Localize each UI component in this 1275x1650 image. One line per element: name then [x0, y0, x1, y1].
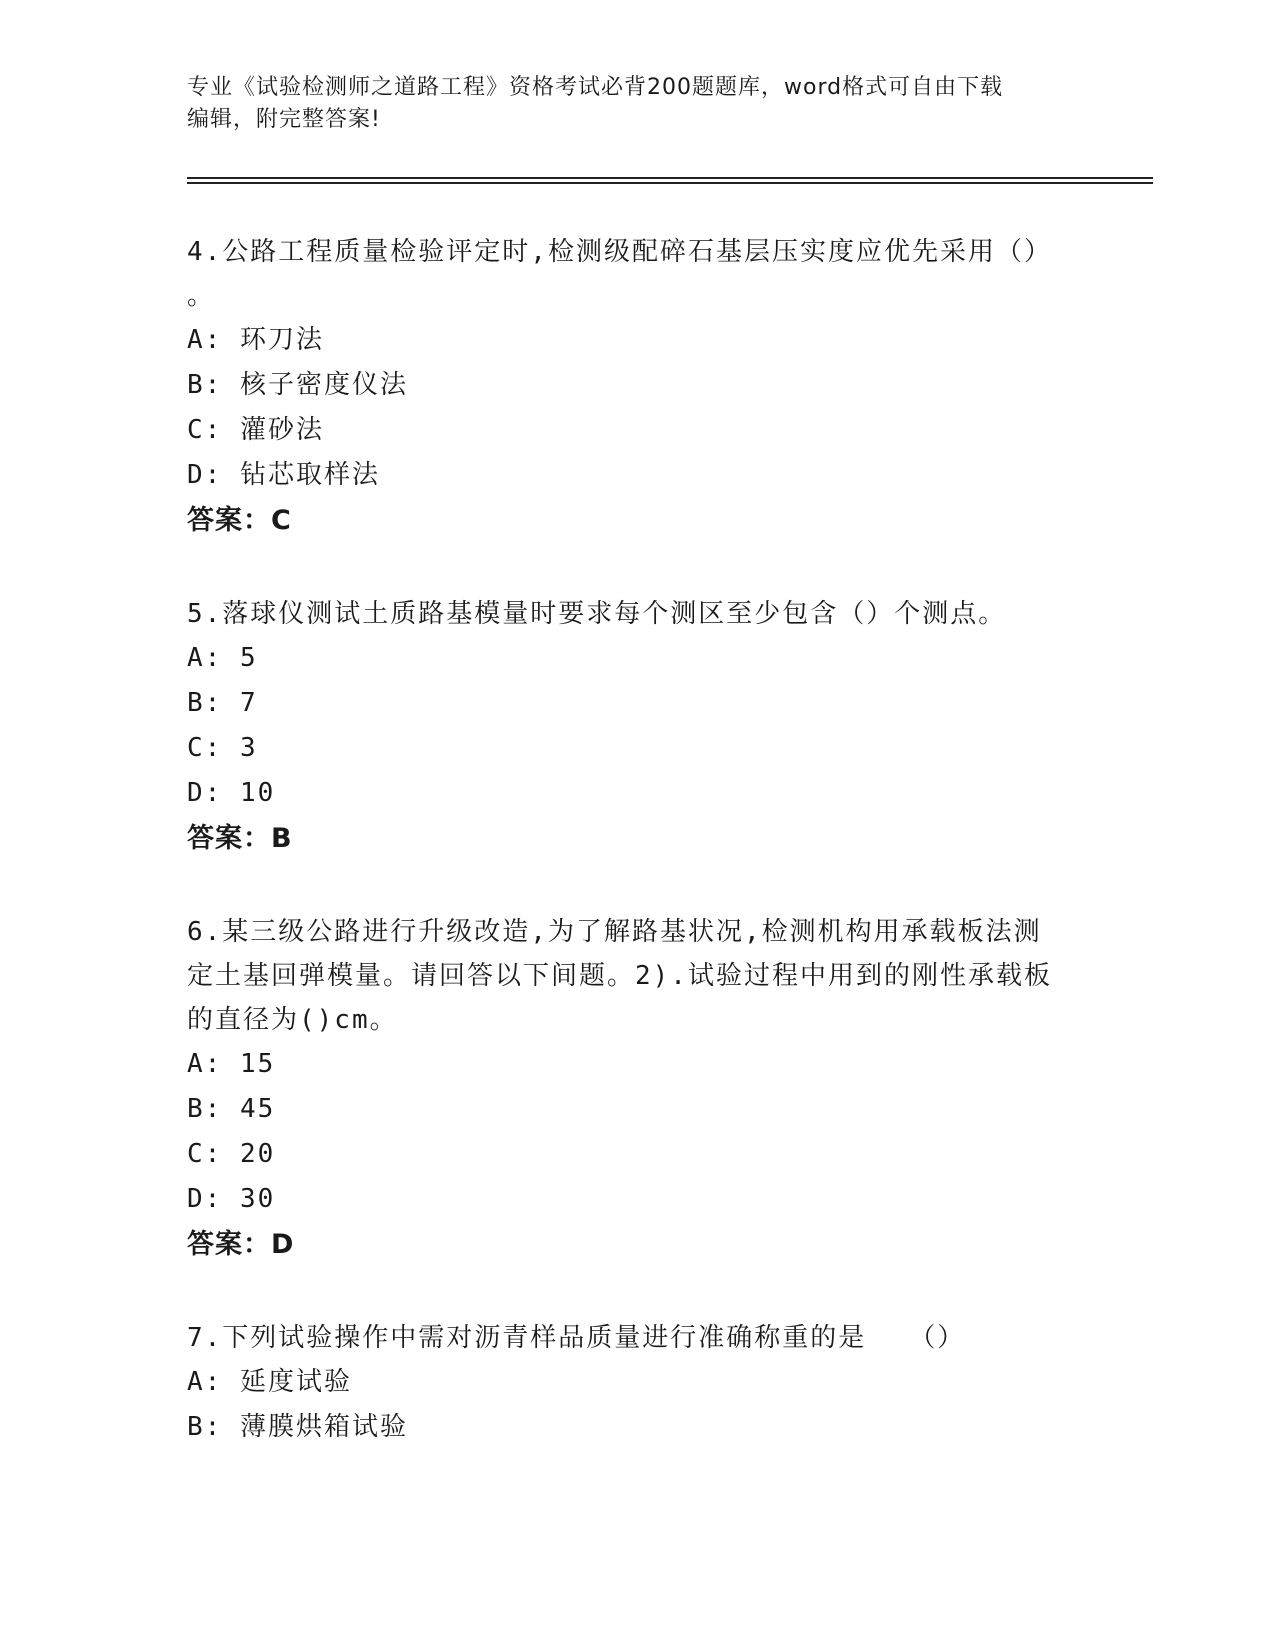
option-a: A: 环刀法 — [187, 325, 324, 355]
option-d: D: 30 — [187, 1184, 276, 1214]
header-line-1: 专业《试验检测师之道路工程》资格考试必背200题题库，word格式可自由下载 — [187, 75, 1004, 100]
answer-label: 答案：D — [187, 1229, 295, 1260]
option-a: A: 延度试验 — [187, 1367, 352, 1397]
question-stem-line: 4.公路工程质量检验评定时,检测级配碎石基层压实度应优先采用（） — [187, 237, 1052, 267]
option-a: A: 15 — [187, 1049, 276, 1079]
option-b: B: 7 — [187, 688, 258, 718]
question-5 — [187, 592, 1087, 862]
option-b: B: 核子密度仪法 — [187, 370, 408, 400]
question-stem-line: 6.某三级公路进行升级改造,为了解路基状况,检测机构用承载板法测 — [187, 917, 1042, 947]
question-stem-line: 5.落球仪测试土质路基模量时要求每个测区至少包含（）个测点。 — [187, 599, 1007, 629]
question-7 — [187, 1316, 1087, 1450]
question-stem-line: 。 — [187, 281, 216, 311]
option-b: B: 薄膜烘箱试验 — [187, 1412, 408, 1442]
option-b: B: 45 — [187, 1094, 276, 1124]
option-c: C: 灌砂法 — [187, 415, 324, 445]
question-stem-line: 7.下列试验操作中需对沥青样品质量进行准确称重的是 （） — [187, 1323, 966, 1353]
document-header — [187, 72, 1087, 136]
question-stem-line: 定土基回弹模量。请回答以下间题。2).试验过程中用到的刚性承载板 — [187, 961, 1052, 991]
question-6 — [187, 910, 1087, 1268]
option-c: C: 20 — [187, 1139, 276, 1169]
question-4 — [187, 230, 1087, 544]
answer-label: 答案：B — [187, 823, 293, 854]
option-a: A: 5 — [187, 643, 258, 673]
header-divider-top — [187, 177, 1153, 179]
option-c: C: 3 — [187, 733, 258, 763]
option-d: D: 10 — [187, 778, 276, 808]
answer-label: 答案：C — [187, 505, 292, 536]
header-line-2: 编辑，附完整答案! — [187, 107, 381, 132]
option-d: D: 钻芯取样法 — [187, 460, 380, 490]
question-list — [187, 230, 1087, 1498]
header-divider-bottom — [187, 182, 1153, 184]
question-stem-line: 的直径为()cm。 — [187, 1005, 398, 1035]
